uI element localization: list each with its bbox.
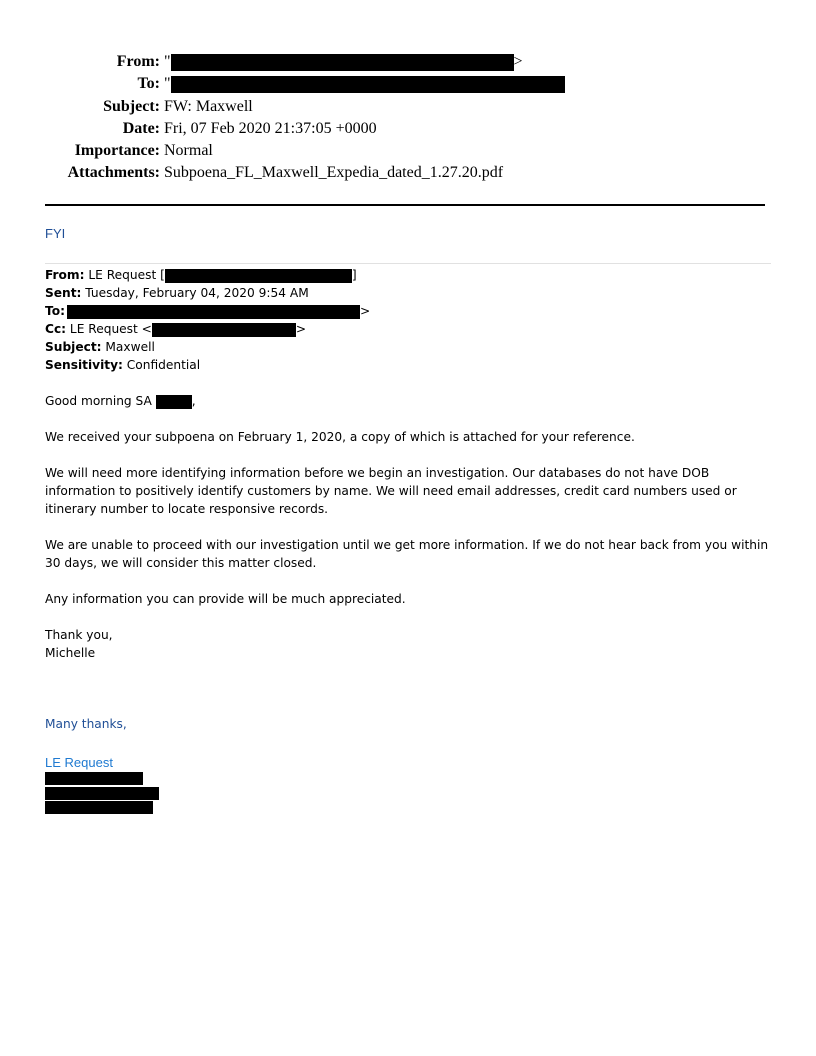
- inner-sensitivity-value: Confidential: [126, 358, 201, 372]
- inner-cc-row: [45, 320, 775, 338]
- outer-from-label: From:: [116, 53, 160, 70]
- outer-email-header: [0, 51, 816, 185]
- outer-date-row: [0, 118, 816, 140]
- redaction-bar: [171, 76, 565, 93]
- outer-to-quote: ": [164, 75, 171, 93]
- inner-cc-value: LE Request <: [69, 322, 152, 336]
- outer-attachments-row: [0, 162, 816, 184]
- redaction-bar: [45, 801, 153, 814]
- inner-from-row: [45, 266, 775, 284]
- outer-date-label: Date:: [122, 119, 160, 137]
- inner-to-suffix: >: [359, 304, 371, 318]
- header-divider: [45, 204, 765, 206]
- outer-to-row: [0, 73, 816, 95]
- fyi-text: FYI: [45, 226, 66, 241]
- redaction-bar: [171, 54, 514, 71]
- inner-sensitivity-row: [45, 356, 775, 374]
- inner-sensitivity-label: Sensitivity:: [45, 358, 123, 372]
- inner-from-label: From:: [45, 268, 85, 282]
- closing-text: Thank you,: [45, 628, 113, 642]
- many-thanks: Many thanks,: [45, 717, 127, 731]
- outer-date-value: Fri, 07 Feb 2020 21:37:05 +0000: [164, 119, 377, 137]
- greeting-text: Good morning SA: [45, 394, 152, 408]
- greeting: [45, 392, 770, 410]
- inner-cc-label: Cc:: [45, 322, 67, 336]
- body-paragraph: We are unable to proceed with our investigation until we get more information. If we do not hear back from you within 30 days, we will consider this matter closed.: [45, 538, 769, 570]
- inner-subject-label: Subject:: [45, 340, 102, 354]
- redaction-bar: [165, 269, 352, 283]
- outer-to-label: To:: [137, 75, 160, 93]
- redaction-bar: [156, 395, 192, 409]
- inner-cc-suffix: >: [295, 322, 307, 336]
- redaction-bar: [152, 323, 296, 337]
- body-paragraph: We will need more identifying information before we begin an investigation. Our databases do not have DOB information to positively identify customers by name. We will need email addresses, credit card numbers used or itinerary number to locate responsive records.: [45, 466, 737, 516]
- inner-from-suffix: ]: [351, 268, 357, 282]
- inner-subject-value: Maxwell: [105, 340, 155, 354]
- inner-sent-row: [45, 284, 775, 302]
- redaction-bar: [45, 772, 143, 785]
- outer-from-suffix: >: [513, 53, 523, 70]
- inner-sent-value: Tuesday, February 04, 2020 9:54 AM: [85, 286, 309, 300]
- attachment-filename[interactable]: Subpoena_FL_Maxwell_Expedia_dated_1.27.20.pdf: [164, 164, 504, 182]
- inner-subject-row: [45, 338, 775, 356]
- inner-sent-label: Sent:: [45, 286, 82, 300]
- redaction-bar: [45, 787, 159, 800]
- inner-to-label: To:: [45, 304, 65, 318]
- outer-importance-label: Importance:: [74, 142, 160, 160]
- outer-importance-row: [0, 140, 816, 162]
- redaction-bar: [67, 305, 360, 319]
- signature-redactions: [45, 772, 159, 816]
- signature-team: LE Request: [45, 755, 113, 770]
- forwarded-header: [45, 266, 775, 374]
- forward-divider: [45, 263, 771, 264]
- closing: [45, 626, 770, 662]
- outer-subject-row: [0, 96, 816, 118]
- body-paragraph: We received your subpoena on February 1, 2020, a copy of which is attached for your reference.: [45, 430, 635, 444]
- inner-from-value: LE Request [: [88, 268, 165, 282]
- body-paragraph: Any information you can provide will be much appreciated.: [45, 592, 406, 606]
- inner-to-row: [45, 302, 775, 320]
- sender-name: Michelle: [45, 646, 96, 660]
- greeting-comma: ,: [191, 394, 196, 408]
- outer-subject-label: Subject:: [103, 97, 160, 115]
- outer-importance-value: Normal: [164, 142, 213, 160]
- outer-from-row: [0, 51, 816, 73]
- message-body: [45, 392, 770, 680]
- outer-attachments-label: Attachments:: [67, 164, 160, 182]
- outer-subject-value: FW: Maxwell: [164, 97, 253, 115]
- outer-from-quote: ": [164, 53, 171, 70]
